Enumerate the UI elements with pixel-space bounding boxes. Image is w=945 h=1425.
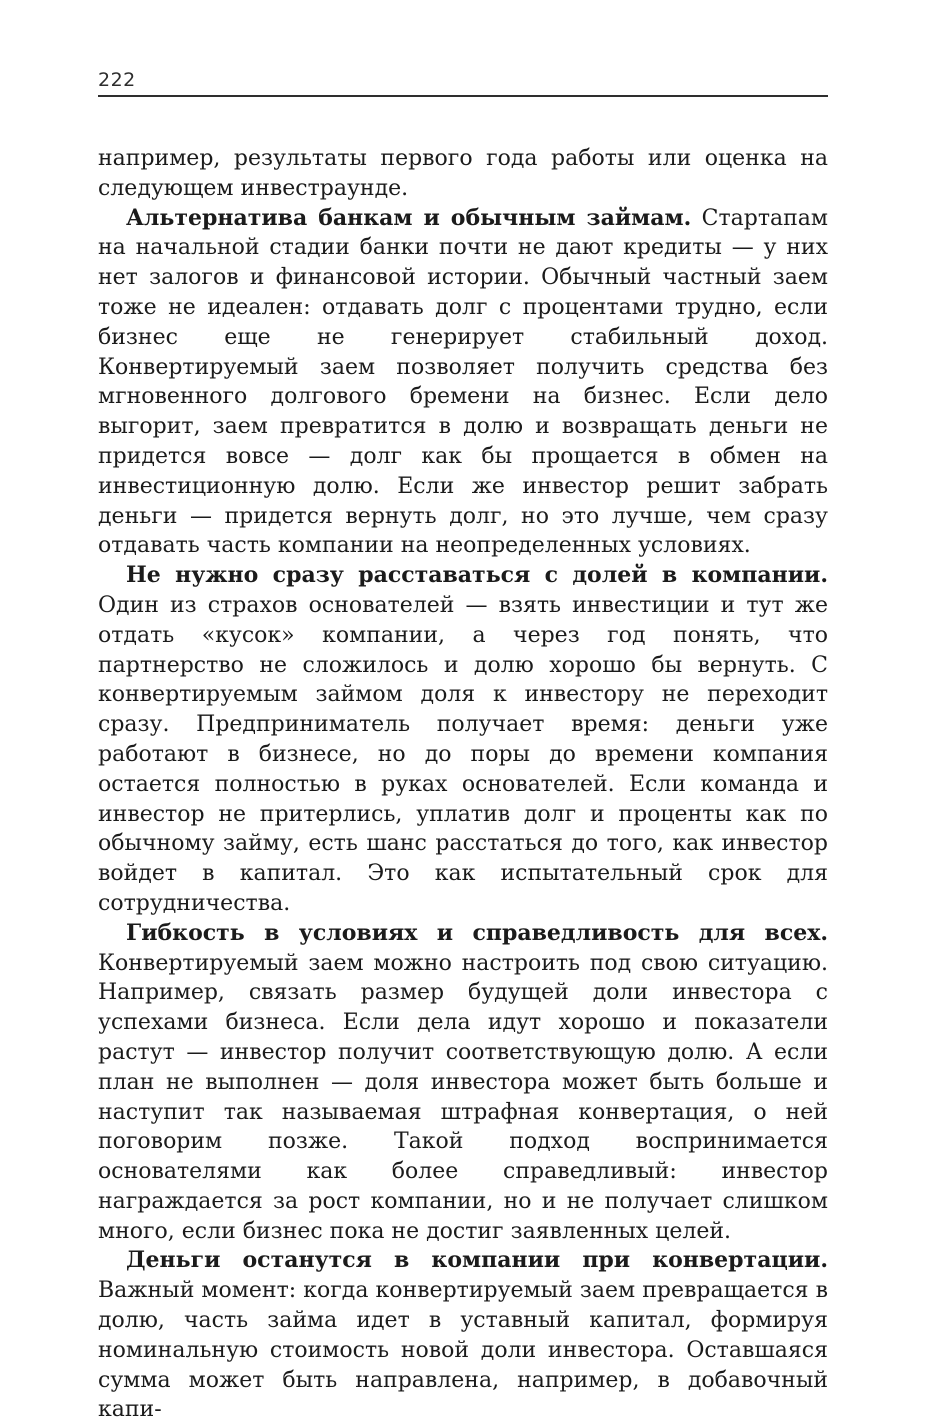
paragraph-text: Стартапам на начальной стадии банки почти не дают кредиты — у них нет залогов и финансовой истории. Обычный частный заем тоже не идеален: отдавать долг с процентами трудно, если бизнес еще не генерирует стабильный доход. Конвертируемый заем позволяет получить средства без мгновенного долгового бремени на бизнес. Если дело выгорит, заем превратится в долю и возвращать деньги не придется вовсе — долг как бы прощается в обмен на инвестиционную долю. Если же инвестор решит забрать деньги — придется вернуть долг, но это лучше, чем сразу отдавать часть компании на неопределенных условиях. [98, 205, 828, 559]
paragraph-lead: Деньги останутся в компании при конвертации. [126, 1247, 828, 1274]
paragraph [98, 919, 828, 1247]
header-rule [98, 95, 828, 97]
paragraph-text: Один из страхов основателей — взять инвестиции и тут же отдать «кусок» компании, а через год понять, что партнерство не сложилось и долю хорошо бы вернуть. С конвертируемым займом доля к инвестору не переходит сразу. Предприниматель получает время: деньги уже работают в бизнесе, но до поры до времени компания остается полностью в руках основателей. Если команда и инвестор не притерлись, уплатив долг и проценты как по обычному займу, есть шанс расстаться до того, как инвестор войдет в капитал. Это как испытательный срок для сотрудничества. [98, 592, 828, 916]
page-number: 222 [98, 69, 136, 91]
paragraph [98, 204, 828, 562]
paragraph-lead: Альтернатива банкам и обычным займам. [126, 204, 692, 231]
paragraph [98, 1246, 828, 1425]
paragraph-lead: Гибкость в условиях и справедливость для всех. [126, 919, 828, 946]
paragraph [98, 561, 828, 919]
paragraph-text: Важный момент: когда конвертируемый заем превращается в долю, часть займа идет в уставный капитал, формируя номинальную стоимость новой доли инвестора. Оставшаяся сумма может быть направлена, например, в добавочный капи- [98, 1278, 828, 1423]
paragraph [98, 144, 828, 204]
paragraph-text: например, результаты первого года работы или оценка на следующем инвестраунде. [98, 146, 828, 201]
paragraph-lead: Не нужно сразу расставаться с долей в компании. [126, 562, 828, 589]
paragraph-text: Конвертируемый заем можно настроить под свою ситуацию. Например, связать размер будущей доли инвестора с успехами бизнеса. Если дела идут хорошо и показатели растут — инвестор получит соответствующую долю. А если план не выполнен — доля инвестора может быть больше и наступит так называемая штрафная конвертация, о ней поговорим позже. Такой подход воспринимается основателями как более справедливый: инвестор награждается за рост компании, но и не получает слишком много, если бизнес пока не достиг заявленных целей. [98, 950, 828, 1244]
text-column [98, 144, 828, 1425]
